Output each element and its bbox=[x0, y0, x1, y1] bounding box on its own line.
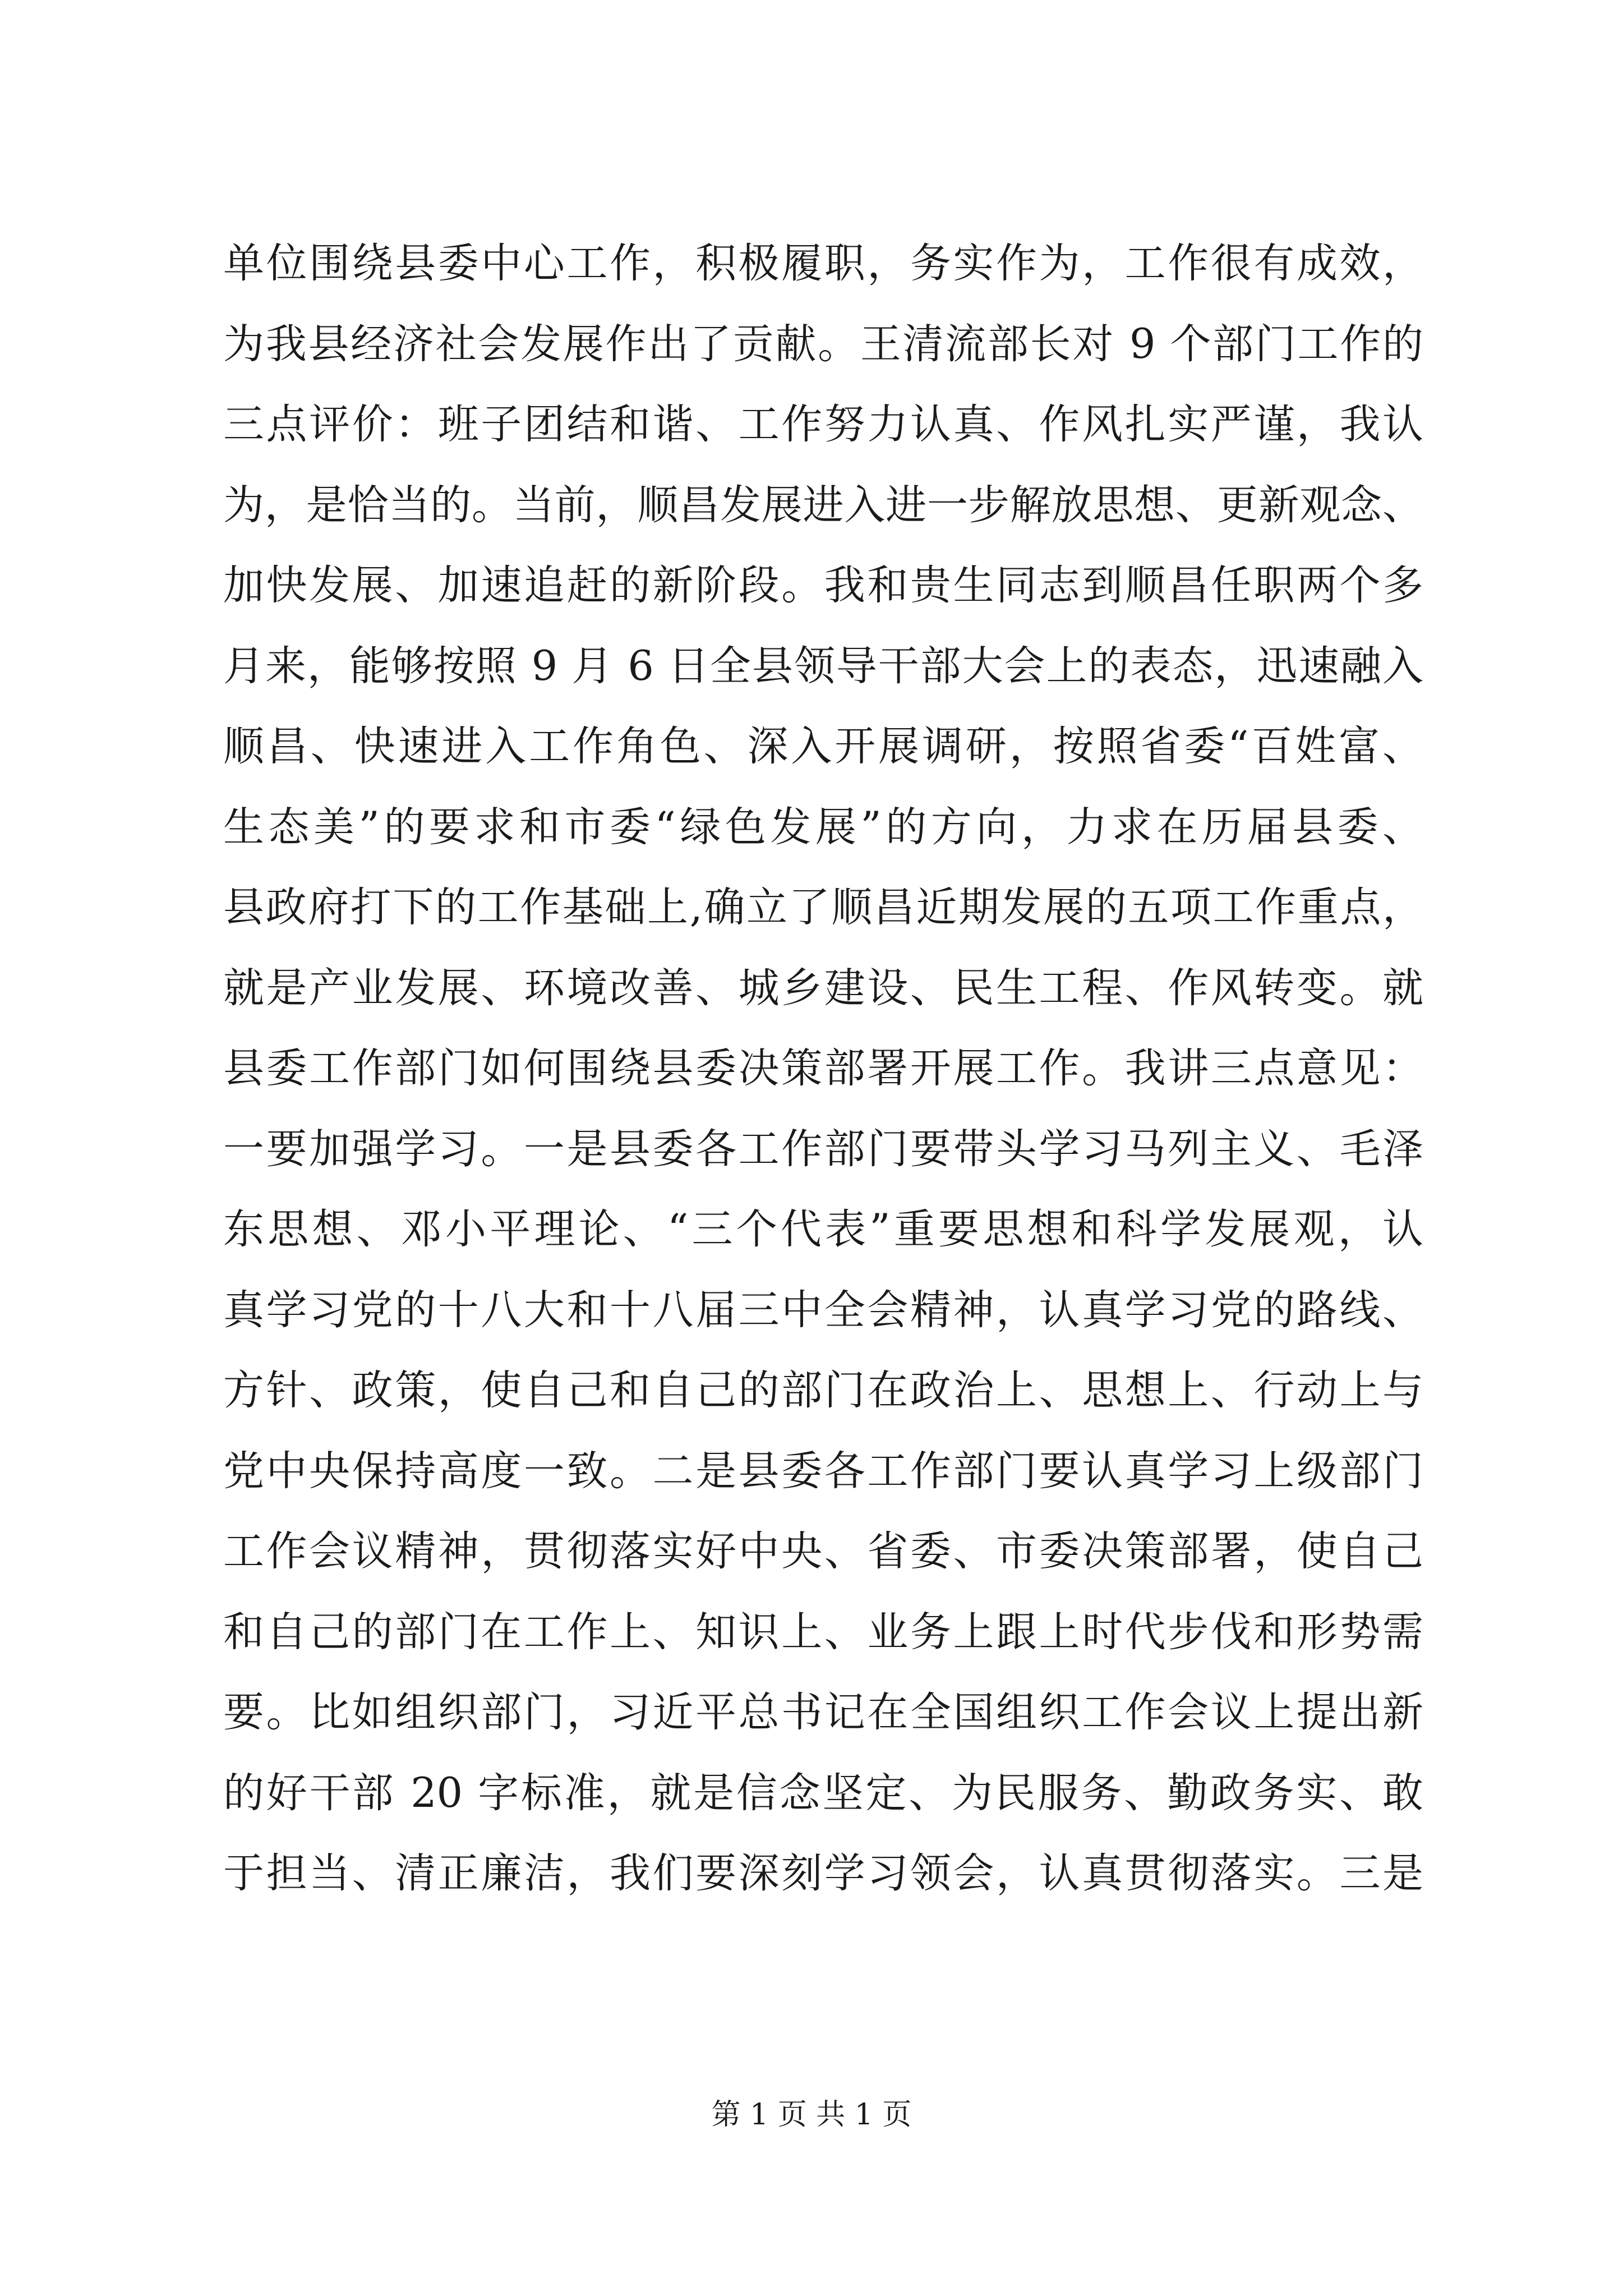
text-line: 县委工作部门如何围绕县委决策部署开展工作。我讲三点意见： bbox=[223, 1045, 1423, 1092]
text-line: 县政府打下的工作基础上,确立了顺昌近期发展的五项工作重点， bbox=[223, 884, 1423, 931]
text-line: 顺昌、快速进入工作角色、深入开展调研，按照省委“百姓富、 bbox=[223, 723, 1423, 770]
text-line: 于担当、清正廉洁，我们要深刻学习领会，认真贯彻落实。三是 bbox=[223, 1849, 1423, 1897]
text-line: 真学习党的十八大和十八届三中全会精神，认真学习党的路线、 bbox=[223, 1286, 1423, 1334]
text-line: 工作会议精神，贯彻落实好中央、省委、市委决策部署，使自己 bbox=[223, 1527, 1423, 1575]
text-line: 的好干部 20 字标准，就是信念坚定、为民服务、勤政务实、敢 bbox=[223, 1769, 1423, 1817]
page-footer: 第 1 页 共 1 页 bbox=[711, 2098, 912, 2132]
text-line: 单位围绕县委中心工作，积极履职，务实作为，工作很有成效， bbox=[223, 240, 1423, 287]
text-line: 为，是恰当的。当前，顺昌发展进入进一步解放思想、更新观念、 bbox=[223, 481, 1423, 529]
text-line: 就是产业发展、环境改善、城乡建设、民生工程、作风转变。就 bbox=[223, 964, 1423, 1012]
text-line: 三点评价：班子团结和谐、工作努力认真、作风扎实严谨，我认 bbox=[223, 401, 1423, 448]
body-text bbox=[223, 223, 1423, 1914]
text-line: 一要加强学习。一是县委各工作部门要带头学习马列主义、毛泽 bbox=[223, 1125, 1423, 1173]
text-line: 东思想、邓小平理论、“三个代表”重要思想和科学发展观，认 bbox=[223, 1205, 1423, 1253]
text-line: 党中央保持高度一致。二是县委各工作部门要认真学习上级部门 bbox=[223, 1447, 1423, 1495]
text-line: 月来，能够按照 9 月 6 日全县领导干部大会上的表态，迅速融入 bbox=[223, 642, 1423, 690]
text-line: 加快发展、加速追赶的新阶段。我和贵生同志到顺昌任职两个多 bbox=[223, 562, 1423, 609]
text-line: 要。比如组织部门，习近平总书记在全国组织工作会议上提出新 bbox=[223, 1688, 1423, 1736]
text-line: 和自己的部门在工作上、知识上、业务上跟上时代步伐和形势需 bbox=[223, 1608, 1423, 1656]
text-line: 生态美”的要求和市委“绿色发展”的方向，力求在历届县委、 bbox=[223, 803, 1423, 851]
text-line: 为我县经济社会发展作出了贡献。王清流部长对 9 个部门工作的 bbox=[223, 320, 1423, 368]
text-line: 方针、政策，使自己和自己的部门在政治上、思想上、行动上与 bbox=[223, 1366, 1423, 1414]
